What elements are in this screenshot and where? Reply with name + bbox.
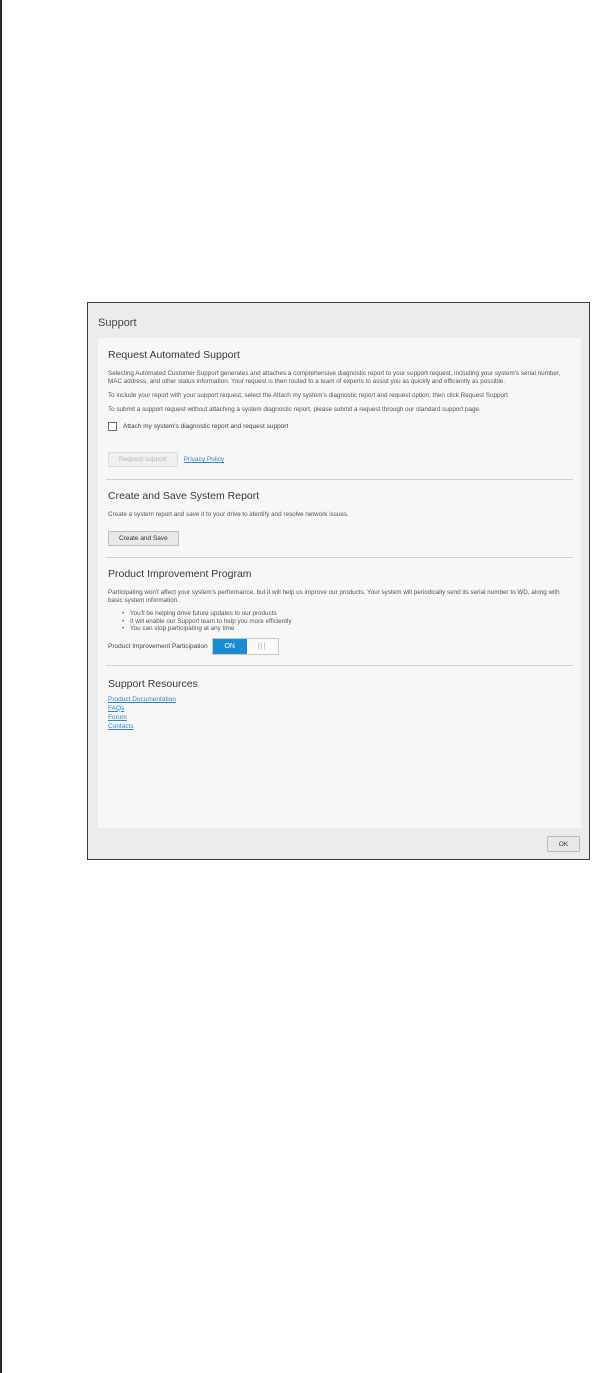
product-documentation-link[interactable]: Product Documentation [108, 695, 176, 703]
attach-report-label: Attach my system's diagnostic report and request support [123, 422, 289, 430]
page-left-rule [0, 0, 2, 1373]
list-item: • You can stop participating at any time [130, 625, 571, 633]
create-and-save-button[interactable]: Create and Save [108, 531, 179, 546]
faqs-link[interactable]: FAQs [108, 704, 125, 712]
request-support-button[interactable]: Request support [108, 452, 178, 467]
support-panel [98, 338, 581, 828]
request-support-instructions: To include your report with your support request, select the Attach my system's diagnostic report and request option; then click Request Support. [108, 392, 510, 399]
resources-links [108, 695, 571, 731]
request-support-description: Selecting Automated Customer Support generates and attaches a comprehensive diagnostic report to your support request, including your system's serial number, MAC address, and other status information. Your request is then routed to a team of experts to assist you as quickly and efficiently as possible. [108, 370, 561, 385]
improvement-benefits-list [108, 610, 571, 633]
resources-heading: Support Resources [108, 677, 198, 690]
ok-button[interactable]: OK [547, 836, 580, 852]
forum-link[interactable]: Forum [108, 713, 127, 721]
dialog-title: Support [98, 317, 137, 329]
section-divider [106, 665, 573, 666]
section-divider [106, 479, 573, 480]
toggle-on-state[interactable]: ON [213, 639, 247, 654]
request-support-heading: Request Automated Support [108, 349, 240, 361]
request-support-alternative: To submit a support request without attaching a system diagnostic report, please submit a request through our standard support page. [108, 406, 481, 413]
toggle-off-handle[interactable]: ||| [257, 642, 267, 650]
participation-toggle[interactable] [212, 638, 279, 655]
support-dialog [87, 302, 590, 860]
system-report-heading: Create and Save System Report [108, 490, 260, 502]
improvement-description: Participating won't affect your system's performance, but it will help us improve our products. Your system will periodically send its serial number to WD, along with basic system information. [108, 589, 560, 604]
privacy-policy-link[interactable]: Privacy Policy [183, 456, 225, 463]
contacts-link[interactable]: Contacts [108, 722, 134, 730]
attach-report-row[interactable] [108, 420, 571, 432]
list-item: • It will enable our Support team to help you more efficiently [130, 618, 571, 626]
attach-report-checkbox[interactable] [108, 422, 117, 431]
system-report-description: Create a system report and save it to your drive to identify and resolve network issues. [108, 511, 349, 518]
participation-toggle-label: Product Improvement Participation [108, 642, 208, 650]
list-item: • You'll be helping drive future updates to our products [130, 610, 571, 618]
improvement-heading: Product Improvement Program [108, 568, 252, 580]
section-divider [106, 557, 573, 558]
